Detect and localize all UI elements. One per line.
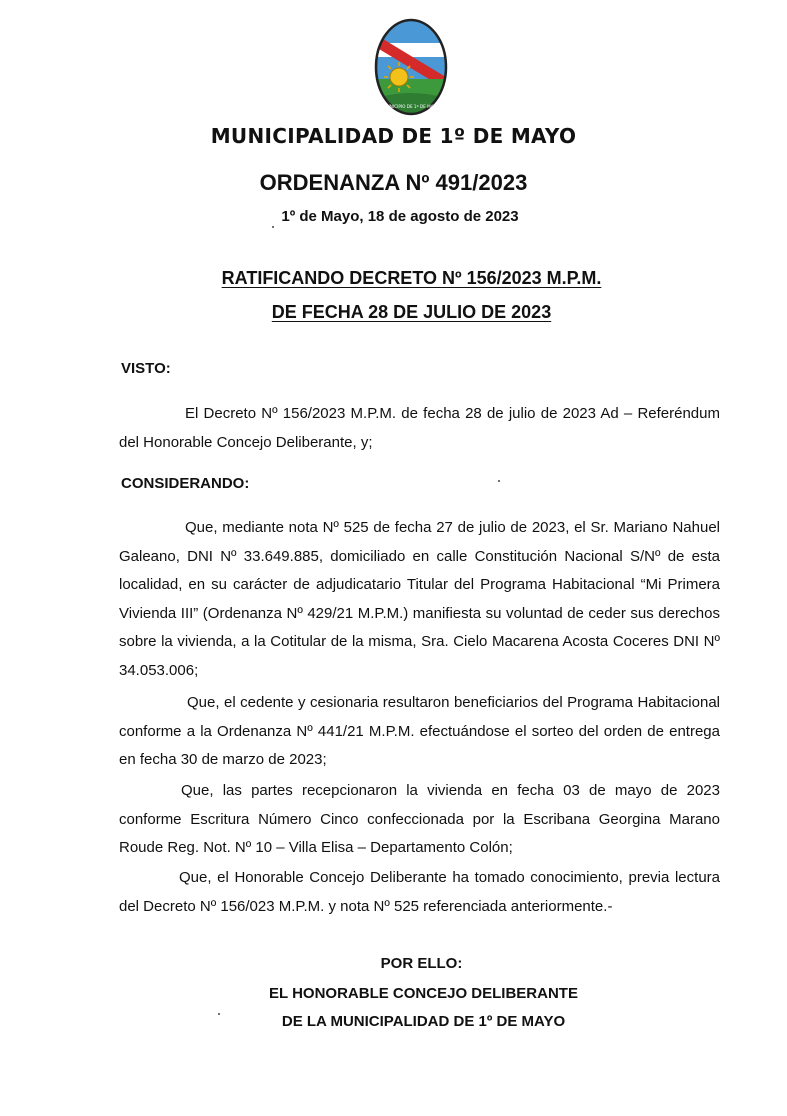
municipality-title: MUNICIPALIDAD DE 1º DE MAYO — [210, 124, 577, 148]
considerando-heading: CONSIDERANDO: — [121, 475, 250, 492]
scan-speck — [218, 1013, 220, 1015]
municipal-coat-of-arms — [373, 17, 449, 117]
scan-speck — [498, 480, 500, 482]
scan-speck — [272, 226, 274, 228]
logo-motto-text: MUNICIPIO DE 1º DE MAYO — [383, 104, 439, 109]
enacting-body-line-2: DE LA MUNICIPALIDAD DE 1º DE MAYO — [281, 1013, 566, 1030]
considerando-paragraph-1: Que, mediante nota Nº 525 de fecha 27 de julio de 2023, el Sr. Mariano Nahuel Galeano, DNI Nº 33.649.885, domiciliado en calle Constitución Nacional S/Nº de esta localidad, en su carácter de adjudicatario Titular del Programa Habitacional “Mi Primera Vivienda III” (Ordenanza Nº 429/21 M.P.M.) manifiesta su voluntad de ceder sus derechos sobre la vivienda, a la Cotitular de la misma, Sra. Cielo Macarena Acosta Coceres DNI Nº 34.053.006; — [119, 519, 720, 679]
por-ello-heading: POR ELLO: — [380, 955, 463, 972]
subject-line-1: RATIFICANDO DECRETO Nº 156/2023 M.P.M. — [221, 268, 602, 288]
subject-line-2: DE FECHA 28 DE JULIO DE 2023 — [271, 302, 552, 322]
ordinance-number: ORDENANZA Nº 491/2023 — [259, 170, 528, 195]
considerando-paragraph-3: Que, las partes recepcionaron la vivienda en fecha 03 de mayo de 2023 conforme Escritura Número Cinco confeccionada por la Escribana Georgina Marano Roude Reg. Not. Nº 10 – Villa Elisa – Departamento Colón; — [119, 782, 720, 856]
considerando-paragraph-4: Que, el Honorable Concejo Deliberante ha tomado conocimiento, previa lectura del Decreto Nº 156/023 M.P.M. y nota Nº 525 referenciada anteriormente.- — [119, 869, 720, 915]
visto-heading: VISTO: — [121, 360, 171, 377]
enacting-body-line-1: EL HONORABLE CONCEJO DELIBERANTE — [269, 985, 578, 1002]
considerando-paragraph-2: Que, el cedente y cesionaria resultaron beneficiarios del Programa Habitacional conforme a la Ordenanza Nº 441/21 M.P.M. efectuándose el sorteo del orden de entrega en fecha 30 de marzo de 2023; — [119, 694, 720, 768]
place-and-date: 1º de Mayo, 18 de agosto de 2023 — [281, 208, 519, 225]
visto-paragraph: El Decreto Nº 156/2023 M.P.M. de fecha 28 de julio de 2023 Ad – Referéndum del Honorable Concejo Deliberante, y; — [119, 405, 720, 451]
